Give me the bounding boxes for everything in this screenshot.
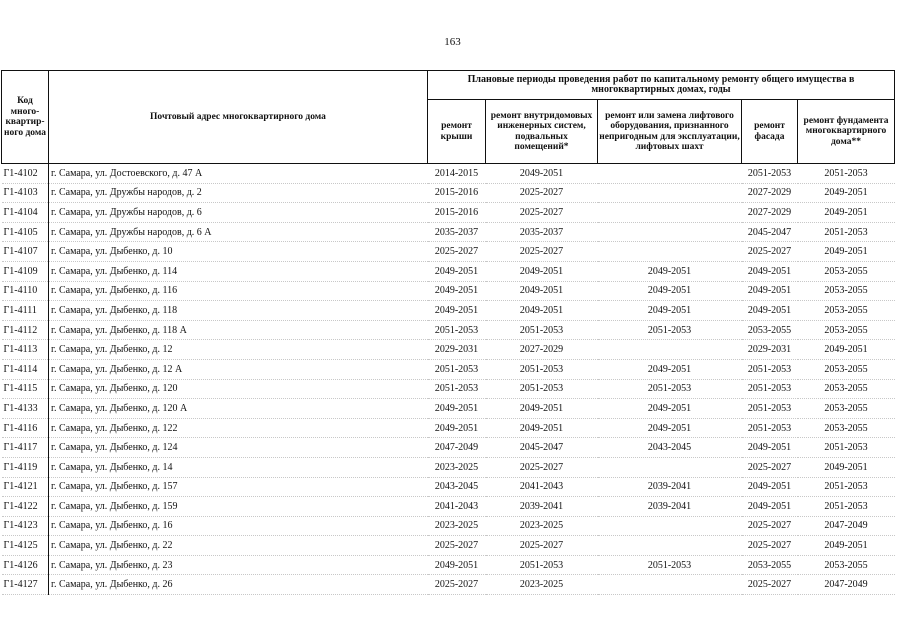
facade-cell: 2049-2051 — [742, 438, 798, 458]
elevator-cell: 2039-2041 — [598, 497, 742, 517]
roof-cell: 2025-2027 — [428, 242, 486, 262]
systems-cell: 2049-2051 — [486, 281, 598, 301]
table-row — [2, 477, 895, 497]
header-foundation: ремонт фундамента многоквартирного дома** — [798, 100, 895, 164]
header-facade: ремонт фасада — [742, 100, 798, 164]
elevator-cell — [598, 516, 742, 536]
roof-cell: 2049-2051 — [428, 301, 486, 321]
elevator-cell: 2051-2053 — [598, 379, 742, 399]
code-cell: Г1-4126 — [2, 555, 49, 575]
foundation-cell: 2053-2055 — [798, 261, 895, 281]
roof-cell: 2041-2043 — [428, 497, 486, 517]
table-row — [2, 497, 895, 517]
elevator-cell — [598, 457, 742, 477]
repair-schedule-table — [1, 70, 895, 595]
address-cell: г. Самара, ул. Дыбенко, д. 10 — [49, 242, 428, 262]
roof-cell: 2049-2051 — [428, 418, 486, 438]
address-cell: г. Самара, ул. Дыбенко, д. 12 — [49, 340, 428, 360]
table-row — [2, 555, 895, 575]
address-cell: г. Самара, ул. Дыбенко, д. 124 — [49, 438, 428, 458]
foundation-cell: 2051-2053 — [798, 477, 895, 497]
code-cell: Г1-4119 — [2, 457, 49, 477]
code-cell: Г1-4121 — [2, 477, 49, 497]
systems-cell: 2051-2053 — [486, 359, 598, 379]
address-cell: г. Самара, ул. Дыбенко, д. 23 — [49, 555, 428, 575]
systems-cell: 2023-2025 — [486, 516, 598, 536]
systems-cell: 2025-2027 — [486, 536, 598, 556]
address-cell: г. Самара, ул. Дыбенко, д. 26 — [49, 575, 428, 595]
address-cell: г. Самара, ул. Дыбенко, д. 116 — [49, 281, 428, 301]
address-cell: г. Самара, ул. Дыбенко, д. 159 — [49, 497, 428, 517]
systems-cell: 2049-2051 — [486, 301, 598, 321]
foundation-cell: 2053-2055 — [798, 399, 895, 419]
code-cell: Г1-4133 — [2, 399, 49, 419]
elevator-cell — [598, 203, 742, 223]
address-cell: г. Самара, ул. Дыбенко, д. 114 — [49, 261, 428, 281]
code-cell: Г1-4127 — [2, 575, 49, 595]
systems-cell: 2051-2053 — [486, 320, 598, 340]
foundation-cell: 2047-2049 — [798, 575, 895, 595]
facade-cell: 2049-2051 — [742, 261, 798, 281]
address-cell: г. Самара, ул. Дыбенко, д. 120 — [49, 379, 428, 399]
systems-cell: 2041-2043 — [486, 477, 598, 497]
table-row — [2, 536, 895, 556]
code-cell: Г1-4125 — [2, 536, 49, 556]
address-cell: г. Самара, ул. Достоевского, д. 47 А — [49, 164, 428, 184]
table-row — [2, 359, 895, 379]
facade-cell: 2049-2051 — [742, 497, 798, 517]
systems-cell: 2045-2047 — [486, 438, 598, 458]
table-row — [2, 379, 895, 399]
elevator-cell: 2039-2041 — [598, 477, 742, 497]
address-cell: г. Самара, ул. Дыбенко, д. 14 — [49, 457, 428, 477]
systems-cell: 2025-2027 — [486, 203, 598, 223]
table-body — [2, 164, 895, 595]
roof-cell: 2049-2051 — [428, 281, 486, 301]
foundation-cell: 2053-2055 — [798, 320, 895, 340]
table-row — [2, 340, 895, 360]
roof-cell: 2023-2025 — [428, 457, 486, 477]
elevator-cell: 2049-2051 — [598, 359, 742, 379]
table-row — [2, 261, 895, 281]
foundation-cell: 2047-2049 — [798, 516, 895, 536]
facade-cell: 2025-2027 — [742, 242, 798, 262]
code-cell: Г1-4122 — [2, 497, 49, 517]
elevator-cell: 2049-2051 — [598, 301, 742, 321]
table-row — [2, 301, 895, 321]
address-cell: г. Самара, ул. Дружбы народов, д. 2 — [49, 183, 428, 203]
elevator-cell — [598, 242, 742, 262]
roof-cell: 2023-2025 — [428, 516, 486, 536]
foundation-cell: 2053-2055 — [798, 359, 895, 379]
systems-cell: 2023-2025 — [486, 575, 598, 595]
roof-cell: 2051-2053 — [428, 379, 486, 399]
roof-cell: 2051-2053 — [428, 320, 486, 340]
elevator-cell: 2049-2051 — [598, 261, 742, 281]
code-cell: Г1-4107 — [2, 242, 49, 262]
code-cell: Г1-4123 — [2, 516, 49, 536]
systems-cell: 2025-2027 — [486, 242, 598, 262]
address-cell: г. Самара, ул. Дыбенко, д. 118 А — [49, 320, 428, 340]
address-cell: г. Самара, ул. Дыбенко, д. 12 А — [49, 359, 428, 379]
elevator-cell: 2051-2053 — [598, 555, 742, 575]
code-cell: Г1-4115 — [2, 379, 49, 399]
facade-cell: 2045-2047 — [742, 222, 798, 242]
systems-cell: 2049-2051 — [486, 399, 598, 419]
code-cell: Г1-4104 — [2, 203, 49, 223]
systems-cell: 2025-2027 — [486, 457, 598, 477]
elevator-cell — [598, 183, 742, 203]
table-row — [2, 222, 895, 242]
facade-cell: 2025-2027 — [742, 516, 798, 536]
address-cell: г. Самара, ул. Дыбенко, д. 16 — [49, 516, 428, 536]
systems-cell: 2049-2051 — [486, 164, 598, 184]
facade-cell: 2051-2053 — [742, 418, 798, 438]
roof-cell: 2049-2051 — [428, 555, 486, 575]
systems-cell: 2039-2041 — [486, 497, 598, 517]
code-cell: Г1-4111 — [2, 301, 49, 321]
header-elevator: ремонт или замена лифтового оборудования, признанного непригодным для эксплуатации, лифтовых шахт — [598, 100, 742, 164]
facade-cell: 2029-2031 — [742, 340, 798, 360]
facade-cell: 2027-2029 — [742, 183, 798, 203]
foundation-cell: 2053-2055 — [798, 418, 895, 438]
table-row — [2, 203, 895, 223]
address-cell: г. Самара, ул. Дыбенко, д. 22 — [49, 536, 428, 556]
elevator-cell: 2049-2051 — [598, 418, 742, 438]
header-group: Плановые периоды проведения работ по капитальному ремонту общего имущества в многоквартирных домах, годы — [428, 71, 895, 100]
elevator-cell: 2043-2045 — [598, 438, 742, 458]
address-cell: г. Самара, ул. Дружбы народов, д. 6 А — [49, 222, 428, 242]
facade-cell: 2025-2027 — [742, 575, 798, 595]
code-cell: Г1-4105 — [2, 222, 49, 242]
foundation-cell: 2049-2051 — [798, 203, 895, 223]
foundation-cell: 2049-2051 — [798, 242, 895, 262]
elevator-cell — [598, 164, 742, 184]
systems-cell: 2035-2037 — [486, 222, 598, 242]
facade-cell: 2053-2055 — [742, 320, 798, 340]
code-cell: Г1-4112 — [2, 320, 49, 340]
foundation-cell: 2049-2051 — [798, 536, 895, 556]
header-code: Код много-квартир-ного дома — [2, 71, 49, 164]
foundation-cell: 2051-2053 — [798, 222, 895, 242]
facade-cell: 2049-2051 — [742, 301, 798, 321]
table-row — [2, 281, 895, 301]
foundation-cell: 2053-2055 — [798, 281, 895, 301]
code-cell: Г1-4103 — [2, 183, 49, 203]
code-cell: Г1-4116 — [2, 418, 49, 438]
elevator-cell: 2049-2051 — [598, 399, 742, 419]
roof-cell: 2051-2053 — [428, 359, 486, 379]
table-row — [2, 438, 895, 458]
code-cell: Г1-4109 — [2, 261, 49, 281]
facade-cell: 2053-2055 — [742, 555, 798, 575]
address-cell: г. Самара, ул. Дыбенко, д. 122 — [49, 418, 428, 438]
foundation-cell: 2051-2053 — [798, 438, 895, 458]
roof-cell: 2015-2016 — [428, 183, 486, 203]
elevator-cell — [598, 340, 742, 360]
elevator-cell: 2051-2053 — [598, 320, 742, 340]
elevator-cell — [598, 575, 742, 595]
roof-cell: 2047-2049 — [428, 438, 486, 458]
roof-cell: 2035-2037 — [428, 222, 486, 242]
foundation-cell: 2049-2051 — [798, 183, 895, 203]
roof-cell: 2043-2045 — [428, 477, 486, 497]
address-cell: г. Самара, ул. Дыбенко, д. 120 А — [49, 399, 428, 419]
address-cell: г. Самара, ул. Дыбенко, д. 118 — [49, 301, 428, 321]
facade-cell: 2025-2027 — [742, 536, 798, 556]
code-cell: Г1-4117 — [2, 438, 49, 458]
table-row — [2, 399, 895, 419]
systems-cell: 2049-2051 — [486, 418, 598, 438]
address-cell: г. Самара, ул. Дружбы народов, д. 6 — [49, 203, 428, 223]
table-header — [2, 71, 895, 164]
roof-cell: 2029-2031 — [428, 340, 486, 360]
foundation-cell: 2049-2051 — [798, 457, 895, 477]
header-address: Почтовый адрес многоквартирного дома — [49, 71, 428, 164]
facade-cell: 2025-2027 — [742, 457, 798, 477]
elevator-cell: 2049-2051 — [598, 281, 742, 301]
facade-cell: 2027-2029 — [742, 203, 798, 223]
foundation-cell: 2051-2053 — [798, 164, 895, 184]
roof-cell: 2049-2051 — [428, 261, 486, 281]
roof-cell: 2025-2027 — [428, 575, 486, 595]
facade-cell: 2051-2053 — [742, 359, 798, 379]
table-row — [2, 516, 895, 536]
facade-cell: 2051-2053 — [742, 164, 798, 184]
systems-cell: 2025-2027 — [486, 183, 598, 203]
code-cell: Г1-4102 — [2, 164, 49, 184]
foundation-cell: 2051-2053 — [798, 497, 895, 517]
foundation-cell: 2049-2051 — [798, 340, 895, 360]
table-row — [2, 242, 895, 262]
table-row — [2, 457, 895, 477]
table-row — [2, 164, 895, 184]
systems-cell: 2051-2053 — [486, 379, 598, 399]
header-roof: ремонт крыши — [428, 100, 486, 164]
elevator-cell — [598, 222, 742, 242]
address-cell: г. Самара, ул. Дыбенко, д. 157 — [49, 477, 428, 497]
facade-cell: 2049-2051 — [742, 477, 798, 497]
code-cell: Г1-4113 — [2, 340, 49, 360]
facade-cell: 2051-2053 — [742, 399, 798, 419]
code-cell: Г1-4114 — [2, 359, 49, 379]
facade-cell: 2049-2051 — [742, 281, 798, 301]
foundation-cell: 2053-2055 — [798, 555, 895, 575]
systems-cell: 2051-2053 — [486, 555, 598, 575]
roof-cell: 2015-2016 — [428, 203, 486, 223]
table-row — [2, 320, 895, 340]
foundation-cell: 2053-2055 — [798, 379, 895, 399]
table-row — [2, 575, 895, 595]
code-cell: Г1-4110 — [2, 281, 49, 301]
roof-cell: 2014-2015 — [428, 164, 486, 184]
facade-cell: 2051-2053 — [742, 379, 798, 399]
systems-cell: 2027-2029 — [486, 340, 598, 360]
roof-cell: 2049-2051 — [428, 399, 486, 419]
page-number: 163 — [444, 36, 461, 48]
systems-cell: 2049-2051 — [486, 261, 598, 281]
roof-cell: 2025-2027 — [428, 536, 486, 556]
table-row — [2, 418, 895, 438]
foundation-cell: 2053-2055 — [798, 301, 895, 321]
table-row — [2, 183, 895, 203]
header-systems: ремонт внутридомовых инженерных систем, подвальных помещений* — [486, 100, 598, 164]
elevator-cell — [598, 536, 742, 556]
